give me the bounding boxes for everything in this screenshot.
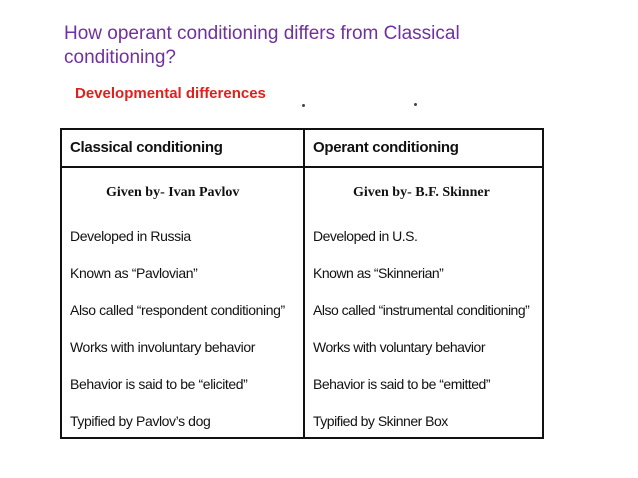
- classical-column: [62, 130, 305, 437]
- table-row: Typified by Skinner Box: [313, 413, 448, 429]
- operant-header: Operant conditioning: [305, 130, 542, 168]
- table-row: Works with involuntary behavior: [70, 339, 255, 355]
- table-row: Works with voluntary behavior: [313, 339, 485, 355]
- comparison-table: [60, 128, 544, 439]
- classical-header: Classical conditioning: [62, 130, 303, 168]
- table-row: Typified by Pavlov’s dog: [70, 413, 211, 429]
- table-row: Developed in U.S.: [313, 228, 418, 244]
- slide-title: How operant conditioning differs from Classical conditioning?: [64, 23, 460, 68]
- operant-column: [305, 130, 542, 437]
- classical-rows: [70, 228, 301, 450]
- operant-given-by: Given by- B.F. Skinner: [353, 185, 490, 200]
- classical-given-by: Given by- Ivan Pavlov: [106, 185, 240, 200]
- table-row: Behavior is said to be “elicited”: [70, 376, 248, 392]
- table-row: Also called “instrumental conditioning”: [313, 302, 530, 318]
- table-row: Behavior is said to be “emitted”: [313, 376, 490, 392]
- scan-speck: [414, 103, 417, 106]
- slide-subtitle: Developmental differences: [75, 85, 266, 102]
- table-row: Developed in Russia: [70, 228, 191, 244]
- table-row: Known as “Pavlovian”: [70, 265, 198, 281]
- operant-rows: [313, 228, 540, 450]
- scan-speck: [302, 104, 305, 107]
- table-row: Known as “Skinnerian”: [313, 265, 444, 281]
- table-row: Also called “respondent conditioning”: [70, 302, 285, 318]
